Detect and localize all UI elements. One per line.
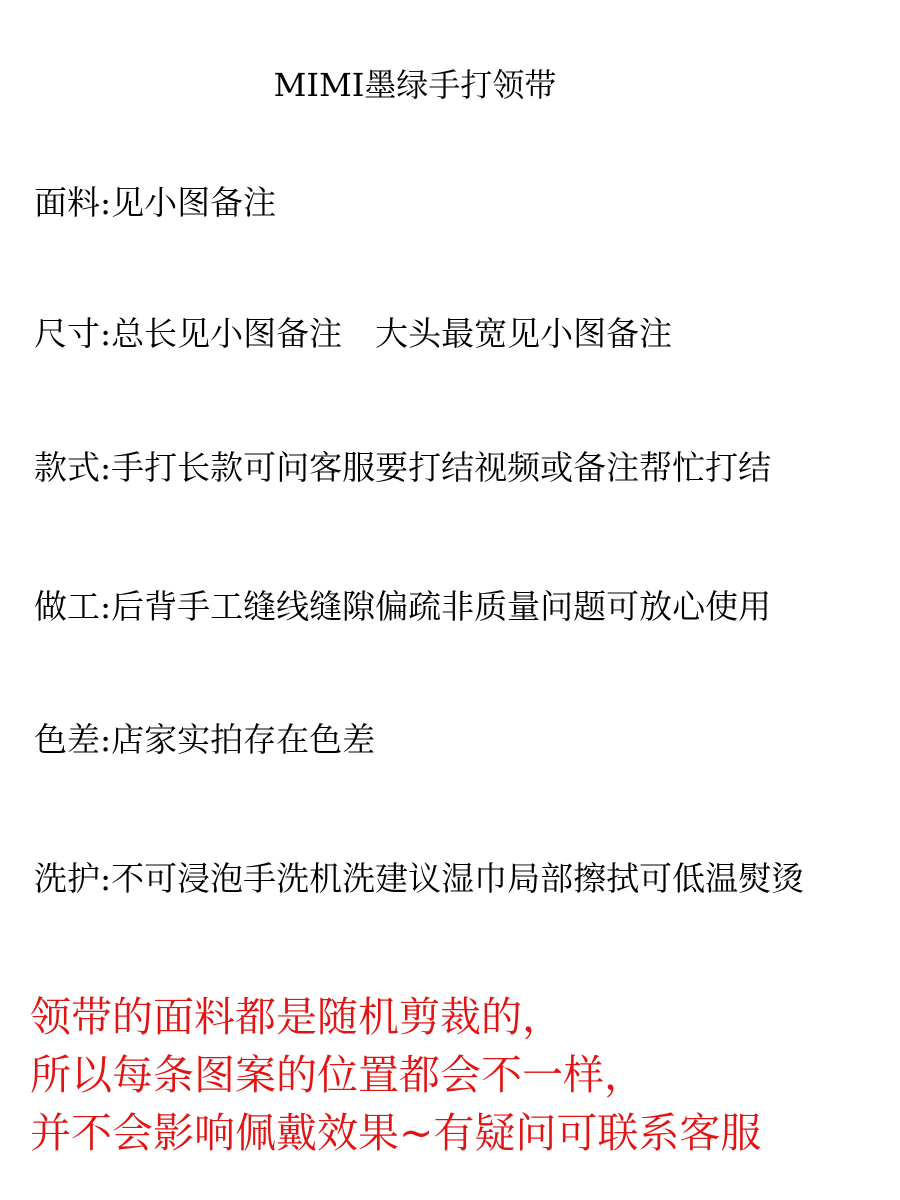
notice-line: 所以每条图案的位置都会不一样， xyxy=(30,1051,645,1099)
spec-style xyxy=(34,443,771,493)
spec-label: 面料 : xyxy=(34,183,111,222)
notice-block xyxy=(30,988,890,1162)
spec-value: 店家实拍存在色差 xyxy=(111,720,376,759)
spec-label: 色差 : xyxy=(34,720,111,759)
spec-size xyxy=(34,309,672,359)
spec-color-difference xyxy=(34,715,375,765)
page-title: MIMI墨绿手打领带 xyxy=(273,66,557,104)
spec-value: 后背手工缝线缝隙偏疏非质量问题可放心使用 xyxy=(111,587,772,626)
spec-fabric xyxy=(34,178,276,228)
spec-value: 不可浸泡手洗机洗建议湿巾局部擦拭可低温熨烫 xyxy=(111,859,805,898)
spec-label: 款式 : xyxy=(34,448,111,487)
spec-value: 总长见小图备注 大头最宽见小图备注 xyxy=(111,314,673,353)
notice-line: 领带的面料都是随机剪裁的， xyxy=(30,993,563,1041)
notice-line: 并不会影响佩戴效果~有疑问可联系客服 xyxy=(30,1109,762,1157)
spec-care xyxy=(34,854,804,904)
spec-label: 做工 : xyxy=(34,587,111,626)
spec-value: 手打长款可问客服要打结视频或备注帮忙打结 xyxy=(111,448,772,487)
spec-value: 见小图备注 xyxy=(111,183,277,222)
spec-workmanship xyxy=(34,582,771,632)
spec-label: 洗护 : xyxy=(34,859,111,898)
spec-label: 尺寸 : xyxy=(34,314,111,353)
